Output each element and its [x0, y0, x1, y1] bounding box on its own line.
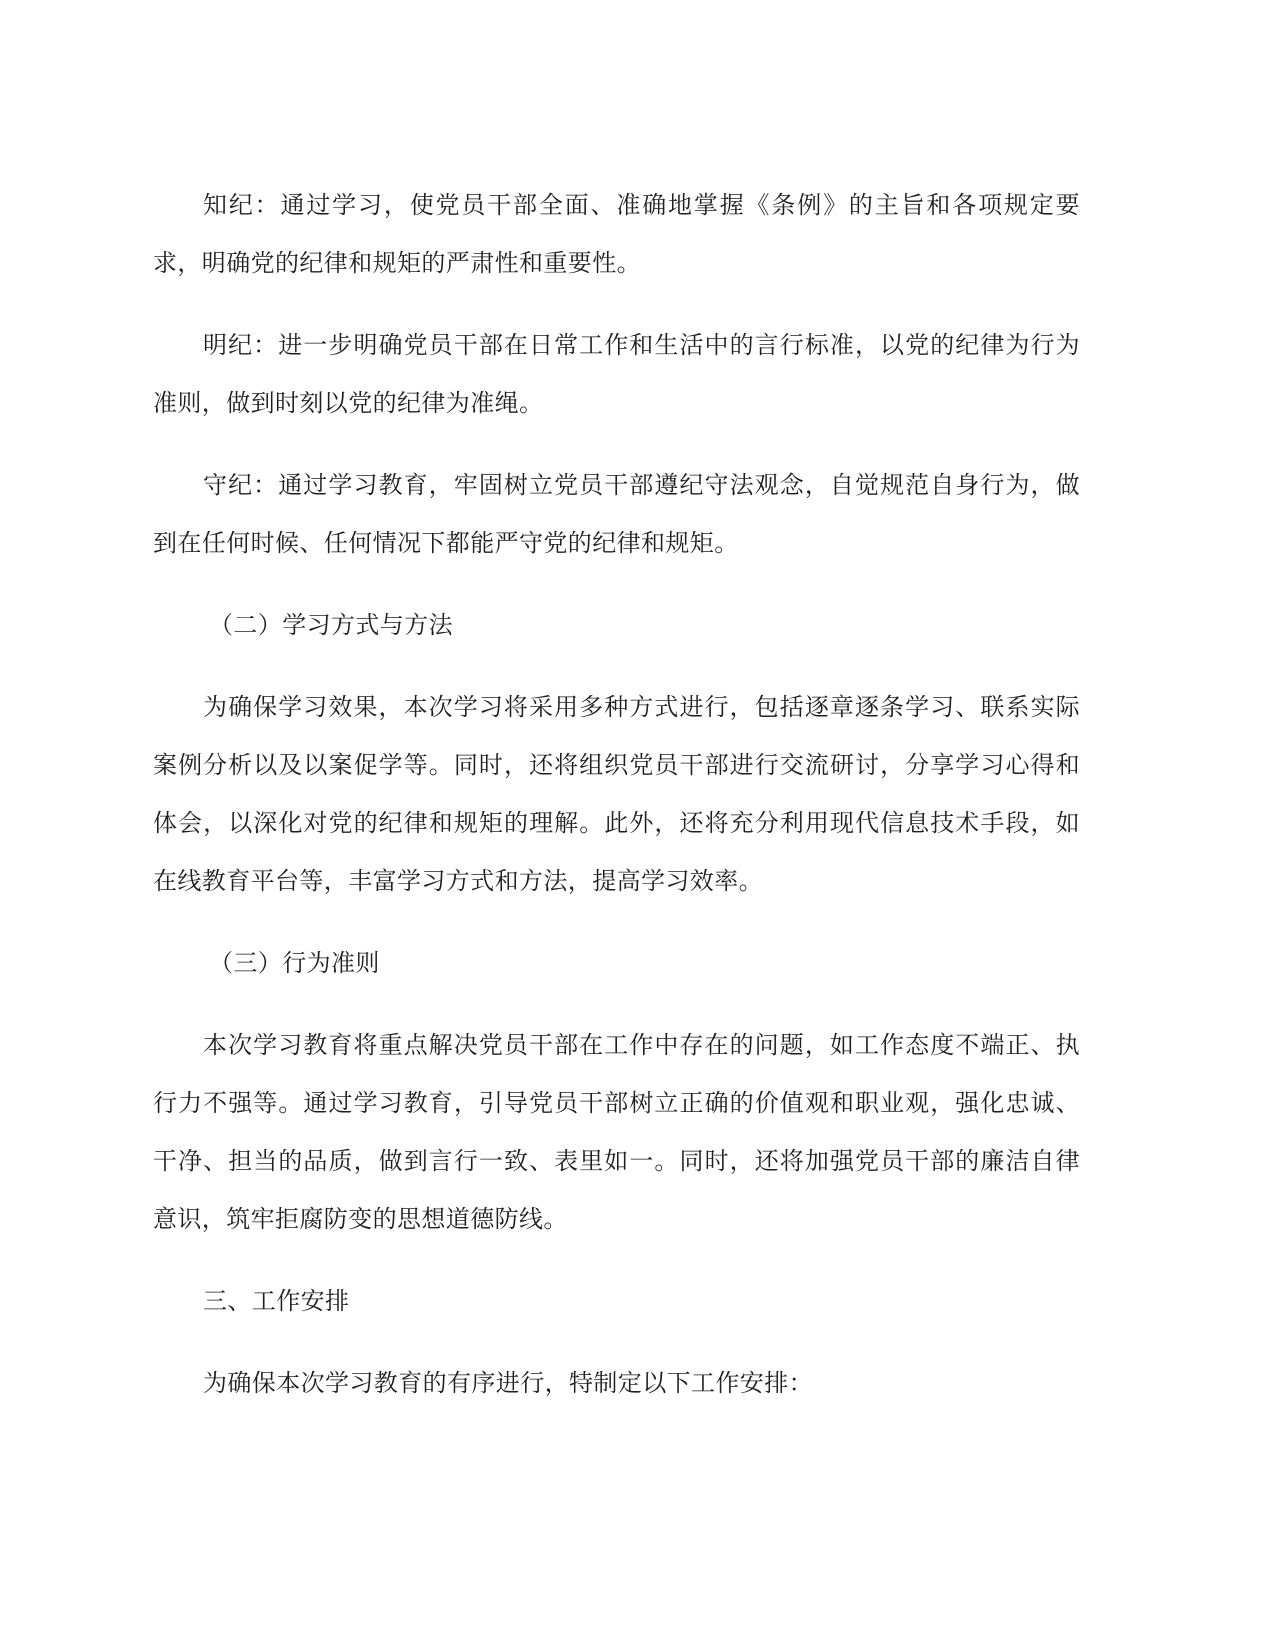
- section-heading-study-methods: （二）学习方式与方法: [209, 611, 453, 639]
- section-heading-code-of-conduct: （三）行为准则: [209, 949, 380, 977]
- paragraph-zhi-ji: 知纪：通过学习，使党员干部全面、准确地掌握《条例》的主旨和各项规定要求，明确党的纪律和规矩的严肃性和重要性。: [153, 191, 1080, 277]
- paragraph-ming-ji: 明纪：进一步明确党员干部在日常工作和生活中的言行标准，以党的纪律为行为准则，做到时刻以党的纪律为准绳。: [153, 331, 1080, 417]
- paragraph-shou-ji: 守纪：通过学习教育，牢固树立党员干部遵纪守法观念，自觉规范自身行为，做到在任何时候、任何情况下都能严守党的纪律和规矩。: [153, 471, 1080, 557]
- section-heading-work-arrangement: 三、工作安排: [203, 1287, 350, 1315]
- paragraph-study-methods: 为确保学习效果，本次学习将采用多种方式进行，包括逐章逐条学习、联系实际案例分析以及以案促学等。同时，还将组织党员干部进行交流研讨，分享学习心得和体会，以深化对党的纪律和规矩的理解。此外，还将充分利用现代信息技术手段，如在线教育平台等，丰富学习方式和方法，提高学习效率。: [153, 693, 1080, 895]
- paragraph-code-of-conduct: 本次学习教育将重点解决党员干部在工作中存在的问题，如工作态度不端正、执行力不强等。通过学习教育，引导党员干部树立正确的价值观和职业观，强化忠诚、干净、担当的品质，做到言行一致、表里如一。同时，还将加强党员干部的廉洁自律意识，筑牢拒腐防变的思想道德防线。: [153, 1031, 1080, 1233]
- paragraph-work-arrangement-intro: 为确保本次学习教育的有序进行，特制定以下工作安排：: [203, 1369, 813, 1397]
